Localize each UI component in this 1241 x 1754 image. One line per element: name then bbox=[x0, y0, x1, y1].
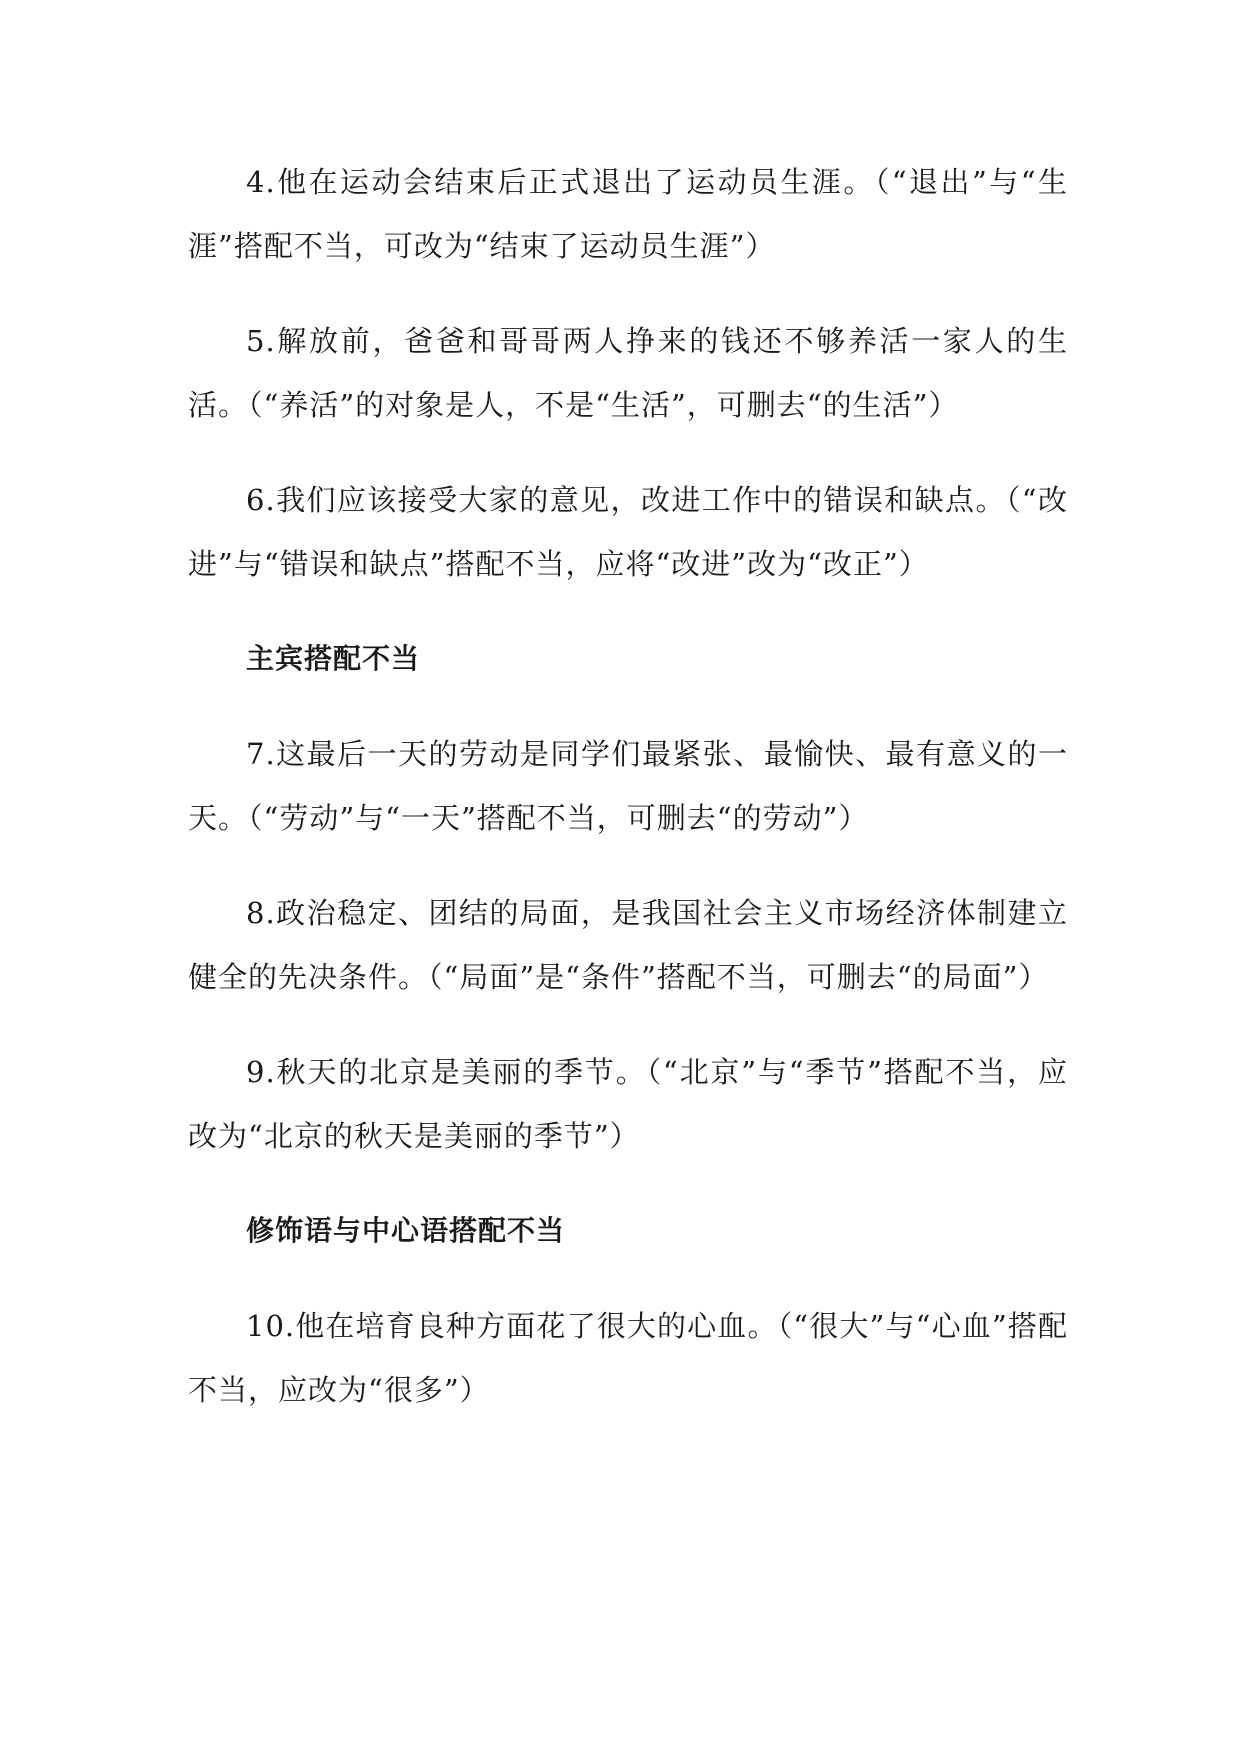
item-text: 他在运动会结束后正式退出了运动员生涯。（“退出”与“生涯”搭配不当，可改为“结束了运动员生涯”） bbox=[188, 165, 1068, 263]
section-heading-subject-object: 主宾搭配不当 bbox=[246, 642, 421, 675]
item-number: 5. bbox=[246, 324, 276, 358]
item-number: 10. bbox=[246, 1309, 296, 1343]
item-number: 6. bbox=[246, 483, 276, 517]
item-number: 8. bbox=[246, 896, 276, 930]
document-page bbox=[188, 150, 1068, 1453]
item-text: 他在培育良种方面花了很大的心血。（“很大”与“心血”搭配不当，应改为“很多”） bbox=[188, 1309, 1068, 1407]
item-text: 这最后一天的劳动是同学们最紧张、最愉快、最有意义的一天。（“劳动”与“一天”搭配不当，可删去“的劳动”） bbox=[188, 737, 1068, 835]
item-number: 7. bbox=[246, 737, 276, 771]
item-number: 4. bbox=[246, 165, 276, 199]
item-number: 9. bbox=[246, 1055, 276, 1089]
example-4 bbox=[188, 150, 1068, 278]
item-text: 秋天的北京是美丽的季节。（“北京”与“季节”搭配不当，应改为“北京的秋天是美丽的季节”） bbox=[188, 1055, 1068, 1153]
example-5 bbox=[188, 309, 1068, 437]
example-7 bbox=[188, 722, 1068, 850]
section-heading-modifier: 修饰语与中心语搭配不当 bbox=[246, 1214, 566, 1247]
item-text: 我们应该接受大家的意见，改进工作中的错误和缺点。（“改进”与“错误和缺点”搭配不当，应将“改进”改为“改正”） bbox=[188, 483, 1068, 581]
example-9 bbox=[188, 1040, 1068, 1168]
item-text: 解放前，爸爸和哥哥两人挣来的钱还不够养活一家人的生活。（“养活”的对象是人，不是“生活”，可删去“的生活”） bbox=[188, 324, 1068, 422]
item-text: 政治稳定、团结的局面，是我国社会主义市场经济体制建立健全的先决条件。（“局面”是“条件”搭配不当，可删去“的局面”） bbox=[188, 896, 1068, 994]
example-8 bbox=[188, 881, 1068, 1009]
example-10 bbox=[188, 1294, 1068, 1422]
example-6 bbox=[188, 468, 1068, 596]
